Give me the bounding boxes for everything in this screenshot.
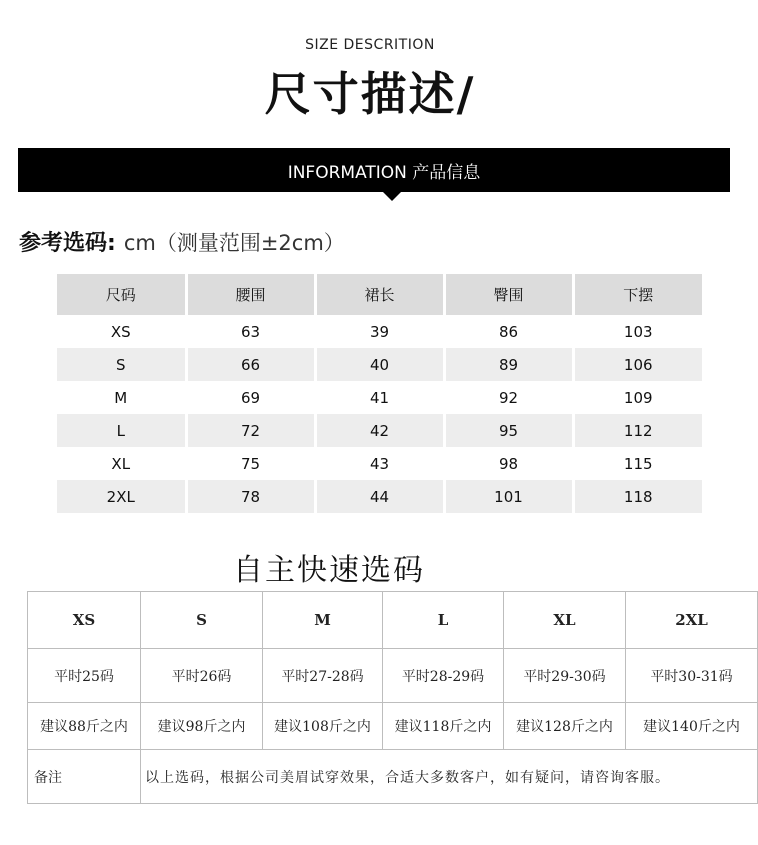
quick-size-cell: XL [504,592,626,649]
table-cell: 86 [444,315,573,348]
table-row [57,348,702,381]
table-cell: M [57,381,186,414]
quick-usual-cell: 平时30-31码 [626,649,758,703]
quick-usual-cell: 平时29-30码 [504,649,626,703]
quick-select-title: 自主快速选码 [233,553,425,588]
table-cell: 95 [444,414,573,447]
quick-weight-cell: 建议118斤之内 [383,703,504,750]
quick-weight-cell: 建议140斤之内 [626,703,758,750]
quick-size-cell: S [141,592,263,649]
table-row [57,381,702,414]
table-cell: 118 [573,480,702,513]
table-cell: 72 [186,414,315,447]
size-table-header [57,274,702,315]
table-cell: 42 [315,414,444,447]
table-row [57,447,702,480]
reference-line [19,226,345,257]
table-cell: 40 [315,348,444,381]
quick-weight-cell: 建议108斤之内 [263,703,383,750]
table-row [57,315,702,348]
table-row [57,480,702,513]
table-cell: 98 [444,447,573,480]
quick-usual-cell: 平时25码 [28,649,141,703]
table-cell: 78 [186,480,315,513]
table-cell: 75 [186,447,315,480]
reference-label: 参考选码: [19,231,116,256]
size-table [57,274,702,513]
table-cell: XS [57,315,186,348]
quick-usual-cell: 平时26码 [141,649,263,703]
header-cell-hip: 臀围 [444,274,573,315]
table-cell: 101 [444,480,573,513]
table-cell: 66 [186,348,315,381]
quick-size-cell: L [383,592,504,649]
banner-text: INFORMATION 产品信息 [287,162,481,183]
table-cell: 106 [573,348,702,381]
table-cell: 115 [573,447,702,480]
note-label: 备注 [28,750,141,804]
table-cell: 109 [573,381,702,414]
reference-value: cm（测量范围±2cm） [123,231,345,255]
table-cell: 103 [573,315,702,348]
table-cell: 112 [573,414,702,447]
table-cell: 89 [444,348,573,381]
table-cell: 43 [315,447,444,480]
table-cell: S [57,348,186,381]
quick-row-usual-size [28,649,758,703]
quick-row-note [28,750,758,804]
header-cell-size: 尺码 [57,274,186,315]
table-cell: 2XL [57,480,186,513]
page-title: 尺寸描述/ [264,67,476,121]
quick-size-cell: 2XL [626,592,758,649]
quick-usual-cell: 平时27-28码 [263,649,383,703]
info-banner [18,148,730,192]
table-cell: 41 [315,381,444,414]
quick-size-cell: XS [28,592,141,649]
quick-size-cell: M [263,592,383,649]
quick-row-sizes [28,592,758,649]
table-cell: 39 [315,315,444,348]
quick-row-weight [28,703,758,750]
banner-pointer [383,192,401,201]
quick-usual-cell: 平时28-29码 [383,649,504,703]
note-text: 以上选码，根据公司美眉试穿效果，合适大多数客户，如有疑问，请咨询客服。 [141,750,758,804]
table-cell: 69 [186,381,315,414]
header-cell-length: 裙长 [315,274,444,315]
quick-weight-cell: 建议98斤之内 [141,703,263,750]
table-row [57,414,702,447]
table-cell: XL [57,447,186,480]
header-cell-waist: 腰围 [186,274,315,315]
quick-weight-cell: 建议88斤之内 [28,703,141,750]
quick-select-table [27,591,758,804]
quick-weight-cell: 建议128斤之内 [504,703,626,750]
page-subtitle: SIZE DESCRITION [305,37,435,53]
table-cell: 44 [315,480,444,513]
quick-select-table-wrapper [27,591,740,805]
table-cell: L [57,414,186,447]
table-cell: 92 [444,381,573,414]
header-cell-hem: 下摆 [573,274,702,315]
table-cell: 63 [186,315,315,348]
